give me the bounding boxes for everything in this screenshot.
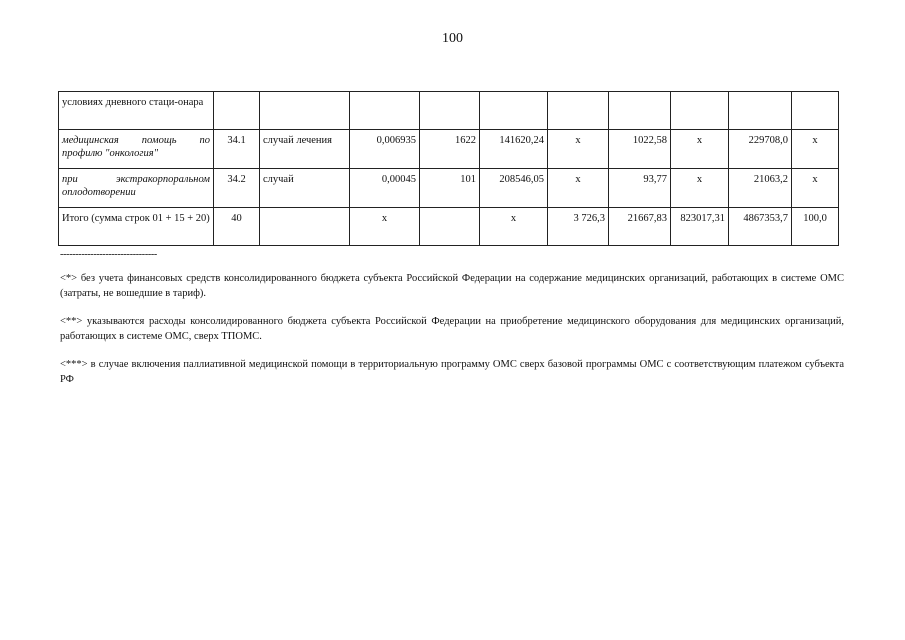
row-x1 <box>548 92 609 130</box>
row-x2 <box>671 92 729 130</box>
row-pct: х <box>792 169 839 208</box>
data-table <box>58 91 839 246</box>
row-name: медицинская помощь по профилю "онкология" <box>59 130 214 169</box>
row-c1: 1022,58 <box>609 130 671 169</box>
row-name: Итого (сумма строк 01 + 15 + 20) <box>59 208 214 246</box>
row-c1 <box>609 92 671 130</box>
table-row <box>59 92 839 130</box>
row-norm-volume: х <box>350 208 420 246</box>
row-pct: 100,0 <box>792 208 839 246</box>
row-x2: х <box>671 169 729 208</box>
row-unit: случай <box>260 169 350 208</box>
row-norm-cost <box>420 208 480 246</box>
row-c1: 93,77 <box>609 169 671 208</box>
row-pct: х <box>792 130 839 169</box>
row-code: 34.2 <box>214 169 260 208</box>
row-code: 34.1 <box>214 130 260 169</box>
row-x2: 823017,31 <box>671 208 729 246</box>
footnote-3: <***> в случае включения паллиативной медицинской помощи в территориальную программу ОМС сверх базовой программы ОМС с соответствующим платежом субъекта РФ <box>60 359 844 385</box>
row-x1: 3 726,3 <box>548 208 609 246</box>
row-unit <box>260 92 350 130</box>
footnote-separator: -------------------------------- <box>60 249 157 260</box>
row-norm-cost: 101 <box>420 169 480 208</box>
row-norm-volume: 0,006935 <box>350 130 420 169</box>
row-c2: 229708,0 <box>729 130 792 169</box>
row-x1: х <box>548 169 609 208</box>
row-c2: 21063,2 <box>729 169 792 208</box>
row-c2 <box>729 92 792 130</box>
row-per-capita: 141620,24 <box>480 130 548 169</box>
row-code: 40 <box>214 208 260 246</box>
row-per-capita <box>480 92 548 130</box>
row-c1: 21667,83 <box>609 208 671 246</box>
row-per-capita: х <box>480 208 548 246</box>
row-per-capita: 208546,05 <box>480 169 548 208</box>
row-name: при экстракорпоральном оплодотворении <box>59 169 214 208</box>
row-x1: х <box>548 130 609 169</box>
footnote-1: <*> без учета финансовых средств консолидированного бюджета субъекта Российской Федерации на содержание медицинских организаций, работающих в системе ОМС (затраты, не вошедшие в тариф). <box>60 273 844 299</box>
table-row <box>59 130 839 169</box>
page-number: 100 <box>442 31 463 46</box>
row-norm-cost <box>420 92 480 130</box>
table-row <box>59 169 839 208</box>
row-norm-cost: 1622 <box>420 130 480 169</box>
row-code <box>214 92 260 130</box>
row-unit: случай лечения <box>260 130 350 169</box>
row-pct <box>792 92 839 130</box>
footnote-2: <**> указываются расходы консолидированного бюджета субъекта Российской Федерации на приобретение медицинского оборудования для медицинских организаций, работающих в системе ОМС, сверх ТПОМС. <box>60 316 844 342</box>
row-c2: 4867353,7 <box>729 208 792 246</box>
table-row-total <box>59 208 839 246</box>
row-unit <box>260 208 350 246</box>
row-x2: х <box>671 130 729 169</box>
row-norm-volume <box>350 92 420 130</box>
row-name: условиях дневного стаци-онара <box>59 92 214 130</box>
row-norm-volume: 0,00045 <box>350 169 420 208</box>
